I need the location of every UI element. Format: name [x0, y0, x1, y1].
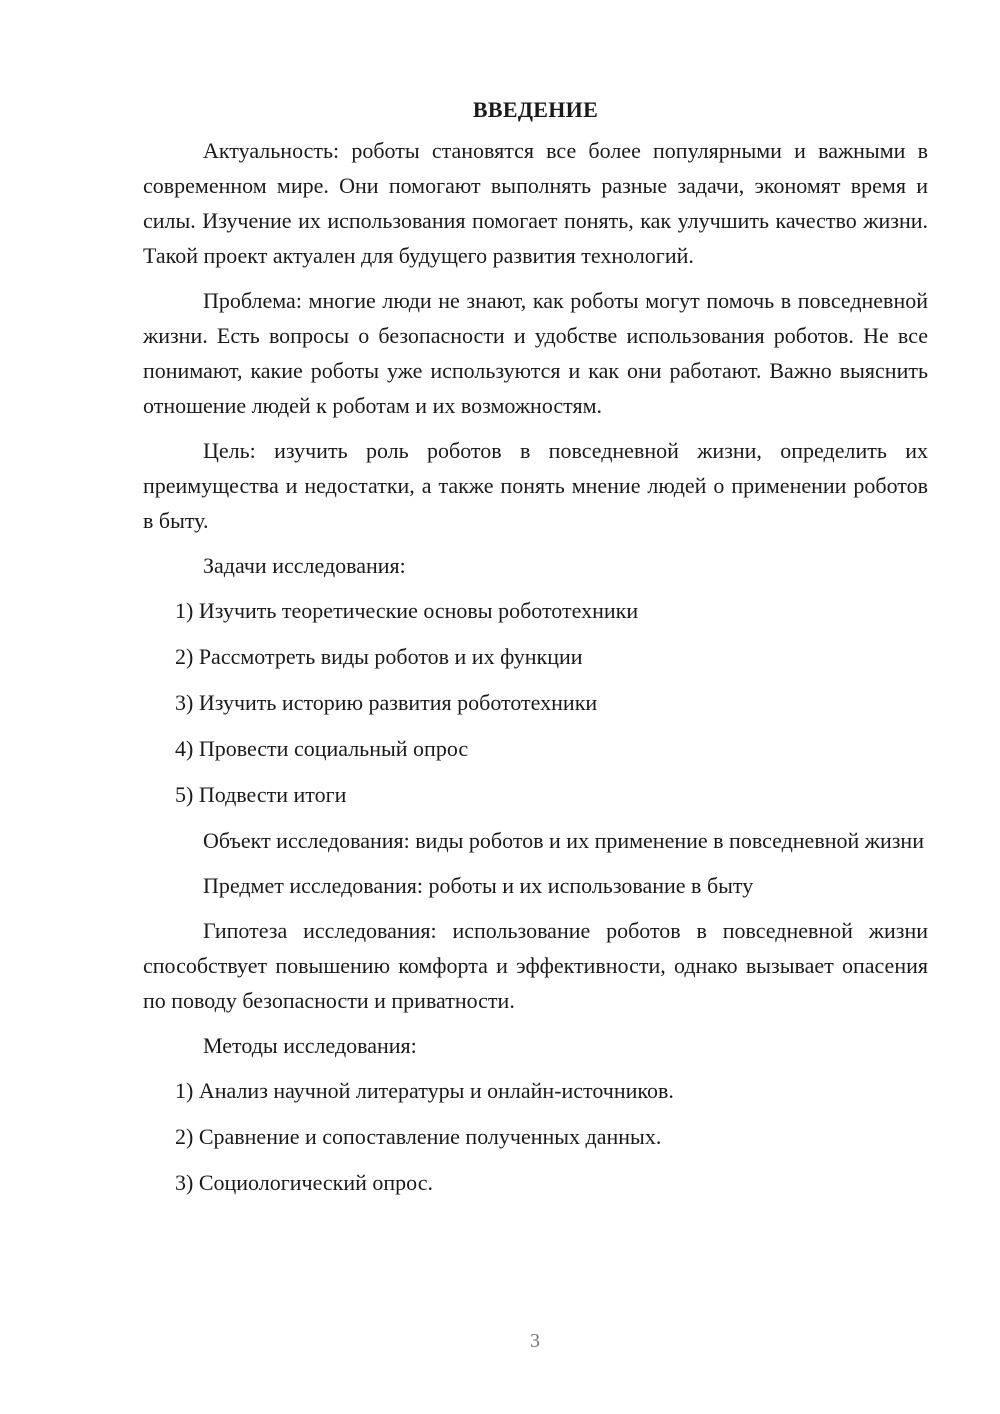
- method-item: 1) Анализ научной литературы и онлайн-источников.: [175, 1078, 674, 1103]
- task-item: 4) Провести социальный опрос: [175, 736, 469, 761]
- task-item: 2) Рассмотреть виды роботов и их функции: [175, 644, 583, 669]
- tasks-list: [143, 593, 928, 812]
- page-title: ВВЕДЕНИЕ: [472, 97, 599, 122]
- task-item: 5) Подвести итоги: [175, 782, 347, 807]
- problem-paragraph: Проблема: многие люди не знают, как роботы могут помочь в повседневной жизни. Есть вопросы о безопасности и удобстве использования роботов. Не все понимают, какие роботы уже используются и как они работают. Важно выяснить отношение людей к роботам и их возможностям.: [143, 288, 928, 418]
- method-item: 2) Сравнение и сопоставление полученных данных.: [175, 1124, 662, 1149]
- task-item: 3) Изучить историю развития робототехники: [175, 690, 598, 715]
- tasks-label: Задачи исследования:: [203, 553, 406, 578]
- page-number: 3: [530, 1330, 540, 1352]
- hypothesis-paragraph: Гипотеза исследования: использование роботов в повседневной жизни способствует повышению комфорта и эффективности, однако вызывает опасения по поводу безопасности и приватности.: [143, 918, 928, 1013]
- methods-list: [143, 1073, 928, 1200]
- goal-paragraph: Цель: изучить роль роботов в повседневной жизни, определить их преимущества и недостатки, а также понять мнение людей о применении роботов в быту.: [143, 438, 928, 533]
- method-item: 3) Социологический опрос.: [175, 1170, 433, 1195]
- object-paragraph: Объект исследования: виды роботов и их применение в повседневной жизни: [203, 828, 924, 853]
- relevance-paragraph: Актуальность: роботы становятся все более популярными и важными в современном мире. Они помогают выполнять разные задачи, экономят время и силы. Изучение их использования помогает понять, как улучшить качество жизни. Такой проект актуален для будущего развития технологий.: [143, 138, 928, 268]
- methods-label: Методы исследования:: [203, 1033, 417, 1058]
- document-page: [143, 92, 928, 1211]
- subject-paragraph: Предмет исследования: роботы и их использование в быту: [203, 873, 754, 898]
- task-item: 1) Изучить теоретические основы робототехники: [175, 598, 639, 623]
